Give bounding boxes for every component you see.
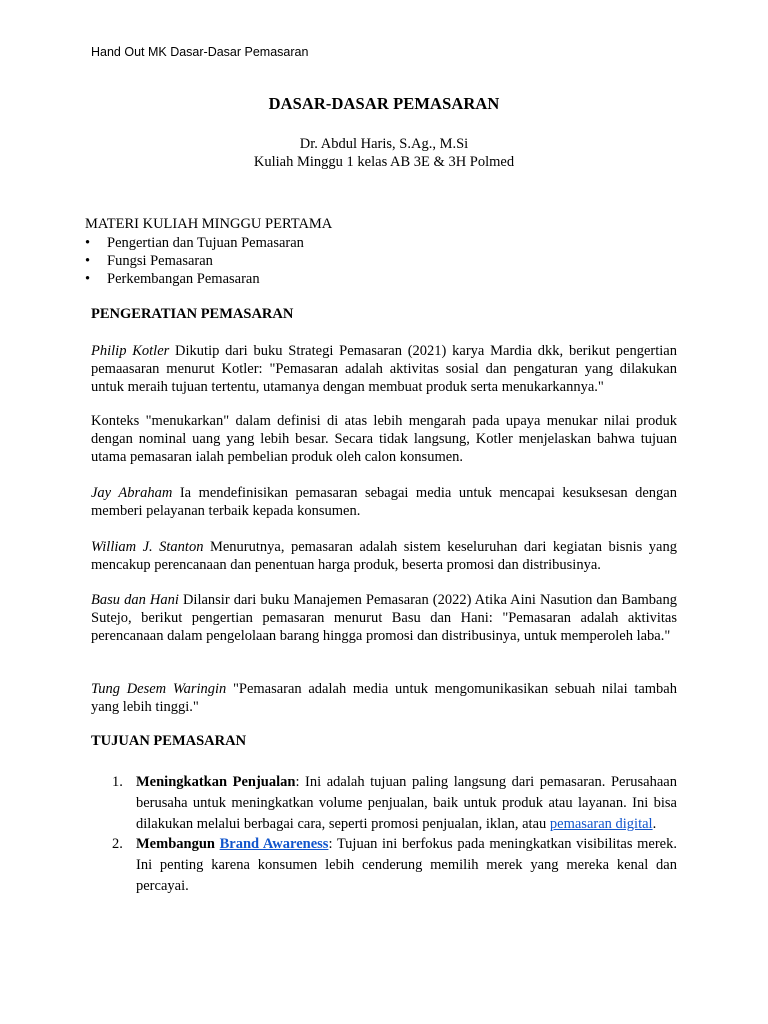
bullet-icon: • bbox=[85, 271, 91, 287]
author-name: Basu dan Hani bbox=[91, 592, 179, 608]
author-name: Philip Kotler bbox=[91, 343, 170, 359]
item-number: 2. bbox=[112, 836, 123, 853]
paragraph-tung-desem bbox=[91, 680, 677, 716]
item-text-end: . bbox=[652, 815, 657, 832]
page-header: Hand Out MK Dasar-Dasar Pemasaran bbox=[91, 45, 309, 59]
pemasaran-digital-link[interactable]: pemasaran digital bbox=[549, 815, 653, 832]
document-title: DASAR-DASAR PEMASARAN bbox=[268, 94, 500, 113]
paragraph-text: Dikutip dari buku Strategi Pemasaran (2021) karya Mardia dkk, berikut pengertian pemaasaran menurut Kotler: "Pemasaran adalah aktivitas sosial dan pengaturan yang dilakukan untuk meraih tujuan tertentu, utamanya dengan membuat produk serta menukarkannya." bbox=[91, 343, 677, 395]
materi-list bbox=[85, 234, 304, 288]
author-name: William J. Stanton bbox=[91, 539, 204, 555]
author-name: Tung Desem Waringin bbox=[91, 681, 227, 697]
course-line: Kuliah Minggu 1 kelas AB 3E & 3H Polmed bbox=[253, 154, 515, 170]
paragraph-text: "Pemasaran adalah media untuk mengomunikasikan sebuah nilai tambah yang lebih tinggi." bbox=[91, 681, 677, 715]
item-text: : Ini adalah tujuan paling langsung dari pemasaran. Perusahaan berusaha untuk meningkatkan volume penjualan, baik untuk produk atau layanan. Ini bisa dilakukan melalui berbagai cara, seperti promosi penjualan, iklan, atau bbox=[136, 774, 677, 832]
paragraph-abraham bbox=[91, 484, 677, 520]
materi-heading: MATERI KULIAH MINGGU PERTAMA bbox=[85, 216, 333, 232]
item-bold-label: Membangun bbox=[136, 836, 220, 853]
paragraph-text: Dilansir dari buku Manajemen Pemasaran (2022) Atika Aini Nasution dan Bambang Sutejo, berikut pengertian pemasaran menurut Basu dan Hani: "Pemasaran adalah aktivitas perencanaan dalam pengelolaan barang hingga promosi dan distribusinya, untuk memperoleh laba." bbox=[91, 592, 677, 644]
list-item: • Perkembangan Pemasaran bbox=[85, 271, 260, 287]
paragraph-text: Menurutnya, pemasaran adalah sistem keseluruhan dari kegiatan bisnis yang mencakup perencanaan dan penentuan harga produk, beserta promosi dan distribusinya. bbox=[91, 539, 677, 573]
brand-awareness-link[interactable]: Brand Awareness bbox=[219, 836, 329, 853]
author-name: Jay Abraham bbox=[91, 485, 173, 501]
list-item: • Pengertian dan Tujuan Pemasaran bbox=[85, 235, 304, 251]
section-heading-pengertian: PENGERATIAN PEMASARAN bbox=[91, 306, 294, 322]
list-item: • Fungsi Pemasaran bbox=[85, 253, 213, 269]
item-bold-label: Meningkatkan Penjualan bbox=[136, 774, 296, 790]
list-item bbox=[91, 772, 677, 834]
section-heading-tujuan: TUJUAN PEMASARAN bbox=[91, 733, 247, 749]
paragraph-konteks bbox=[91, 412, 677, 466]
paragraph-text: Ia mendefinisikan pemasaran sebagai media untuk mencapai kesuksesan dengan memberi pelayanan terbaik kepada konsumen. bbox=[91, 485, 677, 519]
bullet-icon: • bbox=[85, 235, 91, 251]
paragraph-stanton bbox=[91, 538, 677, 574]
tujuan-list bbox=[91, 772, 677, 897]
bullet-icon: • bbox=[85, 253, 91, 269]
paragraph-text: Konteks "menukarkan" dalam definisi di atas lebih mengarah pada upaya menukar nilai produk dengan nominal uang yang lebih besar. Secara tidak langsung, Kotler menjelaskan bahwa tujuan utama pemasaran ialah pembelian produk oleh calon konsumen. bbox=[91, 413, 677, 465]
paragraph-kotler bbox=[91, 342, 677, 396]
paragraph-basu-hani bbox=[91, 591, 677, 645]
author-line: Dr. Abdul Haris, S.Ag., M.Si bbox=[299, 136, 469, 152]
item-text: : Tujuan ini berfokus pada meningkatkan visibilitas merek. Ini penting karena konsumen lebih cenderung memilih merek yang mereka kenal dan percayai. bbox=[136, 836, 677, 894]
list-item bbox=[91, 834, 677, 896]
item-number: 1. bbox=[112, 774, 123, 790]
